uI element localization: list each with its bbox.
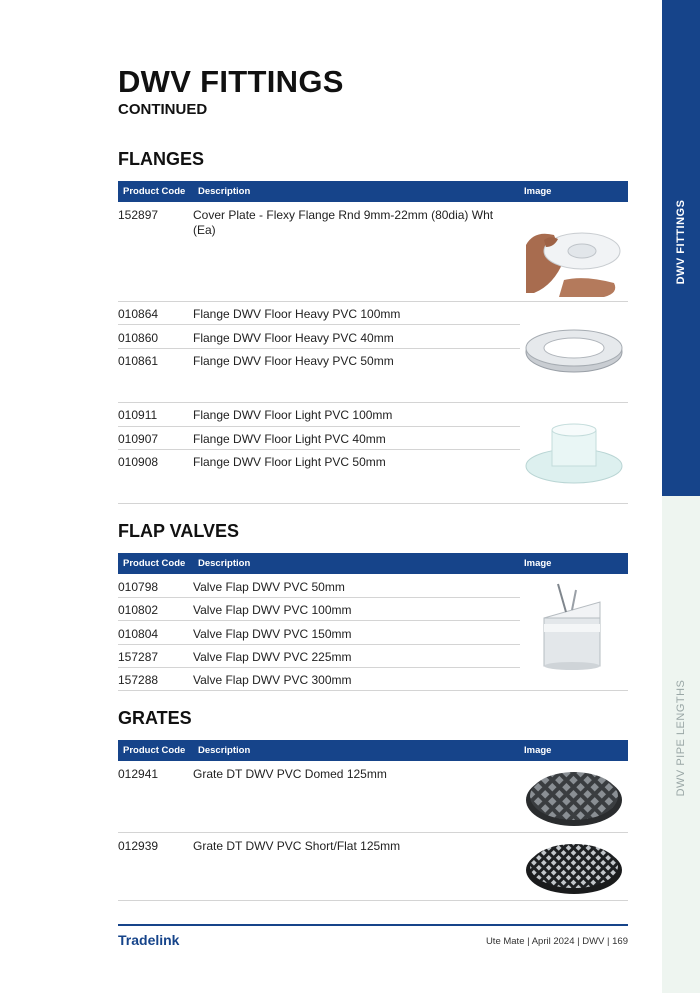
product-code: 010864 xyxy=(118,307,159,321)
product-description: Valve Flap DWV PVC 225mm xyxy=(193,650,352,664)
divider xyxy=(118,832,628,833)
product-code: 010804 xyxy=(118,627,159,641)
table-row xyxy=(118,668,520,691)
product-description: Cover Plate - Flexy Flange Rnd 9mm-22mm (80dia) Wht (Ea) xyxy=(193,208,494,237)
table-row xyxy=(118,349,520,372)
side-tab-dwv-fittings[interactable] xyxy=(662,0,700,496)
table-row xyxy=(118,302,520,325)
col-description: Description xyxy=(198,558,251,569)
product-code: 152897 xyxy=(118,208,159,222)
product-description: Grate DT DWV PVC Domed 125mm xyxy=(193,767,387,781)
heavy-flange-image xyxy=(524,326,624,374)
product-code: 012939 xyxy=(118,839,159,853)
col-product-code: Product Code xyxy=(123,558,186,569)
side-tab-label: DWV FITTINGS xyxy=(675,199,687,285)
divider xyxy=(118,620,520,621)
product-description: Valve Flap DWV PVC 100mm xyxy=(193,603,352,617)
divider xyxy=(118,503,628,504)
product-description: Valve Flap DWV PVC 300mm xyxy=(193,673,352,687)
cover-plate-image xyxy=(524,205,624,297)
product-description: Valve Flap DWV PVC 150mm xyxy=(193,627,352,641)
table-row xyxy=(118,450,520,473)
side-tab-label: DWV PIPE LENGTHS xyxy=(675,679,687,797)
table-row xyxy=(118,834,520,857)
table-row xyxy=(118,575,520,598)
product-code: 157288 xyxy=(118,673,159,687)
table-row xyxy=(118,598,520,621)
table-row xyxy=(118,326,520,349)
table-row xyxy=(118,203,520,237)
product-description: Flange DWV Floor Heavy PVC 40mm xyxy=(193,331,394,345)
divider xyxy=(118,900,628,901)
flap-valve-image xyxy=(536,578,608,670)
footer-divider xyxy=(118,924,628,926)
table-row xyxy=(118,645,520,668)
col-image: Image xyxy=(524,745,552,756)
section-title-flap-valves: FLAP VALVES xyxy=(118,521,240,541)
table-row xyxy=(118,427,520,450)
product-code: 010860 xyxy=(118,331,159,345)
product-code: 010911 xyxy=(118,408,158,422)
product-code: 010861 xyxy=(118,354,159,368)
product-code: 010908 xyxy=(118,455,159,469)
col-description: Description xyxy=(198,745,251,756)
table-header xyxy=(118,740,628,761)
light-flange-image xyxy=(524,422,624,486)
product-description: Flange DWV Floor Light PVC 50mm xyxy=(193,455,386,469)
footer-page-info: Ute Mate | April 2024 | DWV | 169 xyxy=(485,936,628,947)
page-subtitle: CONTINUED xyxy=(118,101,208,118)
col-product-code: Product Code xyxy=(123,186,186,197)
side-tab-dwv-pipe-lengths[interactable] xyxy=(662,496,700,993)
table-row xyxy=(118,762,520,785)
tradelink-logo: Tradelink xyxy=(118,932,180,948)
divider xyxy=(118,690,628,691)
product-code: 010907 xyxy=(118,432,159,446)
table-row xyxy=(118,622,520,645)
divider xyxy=(118,324,520,325)
col-product-code: Product Code xyxy=(123,745,186,756)
product-code: 157287 xyxy=(118,650,159,664)
product-description: Flange DWV Floor Heavy PVC 100mm xyxy=(193,307,401,321)
product-description: Flange DWV Floor Heavy PVC 50mm xyxy=(193,354,394,368)
flat-grate-image xyxy=(524,838,624,896)
product-code: 010802 xyxy=(118,603,159,617)
product-description: Flange DWV Floor Light PVC 100mm xyxy=(193,408,393,422)
product-description: Grate DT DWV PVC Short/Flat 125mm xyxy=(193,839,401,853)
col-image: Image xyxy=(524,186,552,197)
product-code: 010798 xyxy=(118,580,159,594)
product-description: Flange DWV Floor Light PVC 40mm xyxy=(193,432,386,446)
product-description: Valve Flap DWV PVC 50mm xyxy=(193,580,345,594)
product-code: 012941 xyxy=(118,767,159,781)
section-title-flanges: FLANGES xyxy=(118,149,205,169)
page-title: DWV FITTINGS xyxy=(118,64,344,99)
col-description: Description xyxy=(198,186,251,197)
col-image: Image xyxy=(524,558,552,569)
section-title-grates: GRATES xyxy=(118,708,192,728)
table-header xyxy=(118,553,628,574)
table-row xyxy=(118,403,520,426)
domed-grate-image xyxy=(524,766,624,828)
table-header xyxy=(118,181,628,202)
